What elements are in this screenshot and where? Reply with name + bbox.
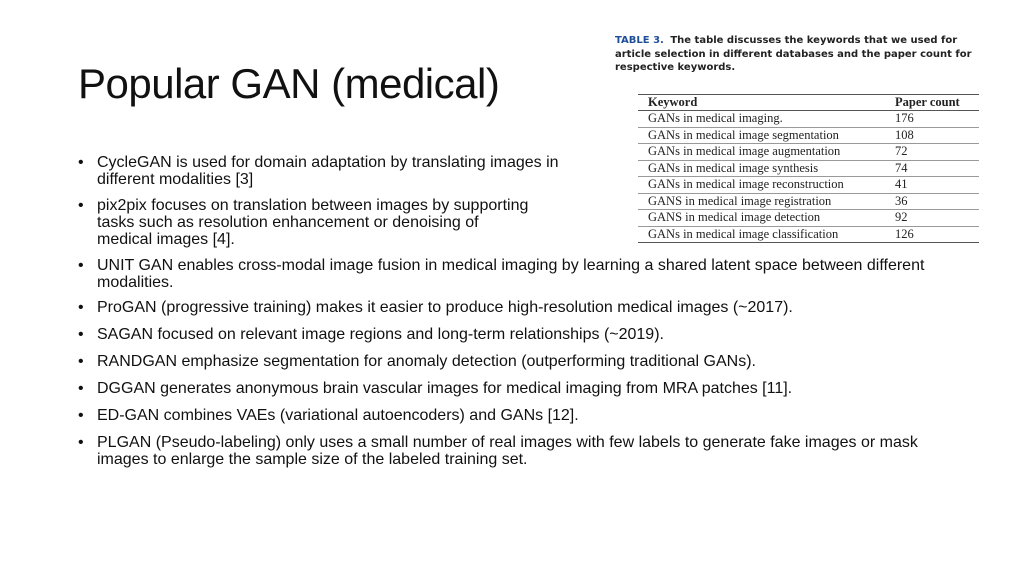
keyword-cell: GANs in medical image reconstruction — [638, 177, 893, 194]
bullet-text: DGGAN generates anonymous brain vascular images for medical imaging from MRA patches [11]. — [97, 380, 793, 397]
column-header-keyword: Keyword — [638, 95, 893, 111]
paper-count-cell: 176 — [893, 111, 979, 128]
keyword-cell: GANs in medical image classification — [638, 226, 893, 243]
bullet-marker: • — [78, 353, 84, 370]
table-caption-label: TABLE 3. — [615, 35, 664, 46]
bullet-marker: • — [78, 380, 84, 397]
bullet-item-pix2pix — [78, 197, 537, 248]
bullet-marker: • — [78, 257, 84, 274]
paper-count-cell: 41 — [893, 177, 979, 194]
bullet-text: CycleGAN is used for domain adaptation by translating images in different modalities [3] — [97, 154, 559, 188]
bullet-text: SAGAN focused on relevant image regions and long-term relationships (~2019). — [97, 326, 664, 343]
paper-count-cell: 126 — [893, 226, 979, 243]
bullet-marker: • — [78, 326, 84, 343]
bullet-item-ed-gan — [78, 407, 927, 424]
bullet-marker: • — [78, 154, 84, 171]
bullet-marker: • — [78, 197, 84, 214]
table-row — [638, 226, 979, 243]
paper-count-cell: 72 — [893, 144, 979, 161]
paper-count-cell: 36 — [893, 193, 979, 210]
table-caption — [615, 34, 995, 75]
bullet-item-plgan — [78, 434, 927, 468]
bullet-item-randgan — [78, 353, 927, 370]
table-row — [638, 210, 979, 227]
bullet-text: pix2pix focuses on translation between images by supporting tasks such as resolution enhancement or denoising of medical images [4]. — [97, 197, 529, 248]
table-header-row — [638, 95, 979, 111]
bullet-text: PLGAN (Pseudo-labeling) only uses a small number of real images with few labels to generate fake images or mask images to enlarge the sample size of the labeled training set. — [97, 434, 918, 468]
bullet-item-unit-gan — [78, 257, 927, 291]
bullet-item-dggan — [78, 380, 927, 397]
bullet-text: ED-GAN combines VAEs (variational autoencoders) and GANs [12]. — [97, 407, 579, 424]
bullet-item-cyclegan — [78, 154, 577, 188]
keyword-table — [638, 94, 979, 243]
keyword-cell: GANs in medical image augmentation — [638, 144, 893, 161]
keyword-cell: GANs in medical image segmentation — [638, 127, 893, 144]
bullet-text: ProGAN (progressive training) makes it easier to produce high-resolution medical images (~2017). — [97, 299, 793, 316]
bullet-text: UNIT GAN enables cross-modal image fusion in medical imaging by learning a shared latent space between different modalities. — [97, 257, 925, 291]
paper-count-cell: 92 — [893, 210, 979, 227]
bullet-item-progan — [78, 299, 927, 316]
paper-count-cell: 108 — [893, 127, 979, 144]
bullet-marker: • — [78, 407, 84, 424]
slide-title: Popular GAN (medical) — [78, 60, 500, 107]
bullet-item-sagan — [78, 326, 927, 343]
keyword-cell: GANs in medical imaging. — [638, 111, 893, 128]
bullet-marker: • — [78, 299, 84, 316]
paper-count-cell: 74 — [893, 160, 979, 177]
table-row — [638, 160, 979, 177]
column-header-paper-count: Paper count — [893, 95, 979, 111]
table-row — [638, 193, 979, 210]
keyword-cell: GANS in medical image registration — [638, 193, 893, 210]
bullet-marker: • — [78, 434, 84, 451]
table-caption-text: The table discusses the keywords that we used for article selection in different databases and the paper count for respective keywords. — [615, 35, 972, 73]
bullet-text: RANDGAN emphasize segmentation for anomaly detection (outperforming traditional GANs). — [97, 353, 756, 370]
table-row — [638, 127, 979, 144]
table-row — [638, 177, 979, 194]
keyword-cell: GANS in medical image detection — [638, 210, 893, 227]
table-row — [638, 111, 979, 128]
table-row — [638, 144, 979, 161]
keyword-cell: GANs in medical image synthesis — [638, 160, 893, 177]
